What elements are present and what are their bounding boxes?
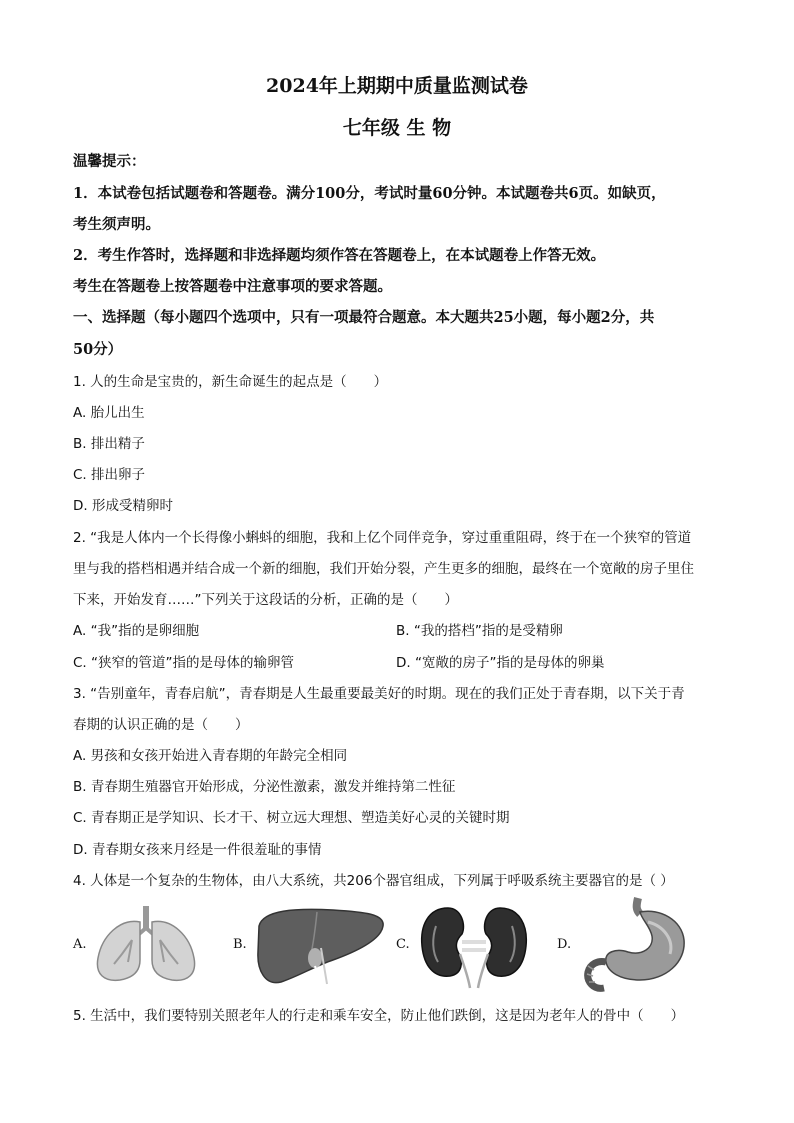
question-4-option-a-label: A.: [73, 937, 87, 952]
exam-title: 2024年上期期中质量监测试卷: [266, 75, 528, 97]
question-3-stem-cont: 春期的认识正确的是（ ）: [73, 717, 249, 733]
question-1-stem: 1. 人的生命是宝贵的，新生命诞生的起点是（ ）: [73, 374, 388, 390]
question-3-option-c: C. 青春期正是学知识、长才干、树立远大理想、塑造美好心灵的关键时期: [73, 810, 510, 826]
question-2-stem-cont-1: 里与我的搭档相遇并结合成一个新的细胞，我们开始分裂，产生更多的细胞，最终在一个宽敞的房子里住: [73, 561, 694, 577]
liver-icon: [255, 904, 387, 992]
question-3-option-a: A. 男孩和女孩开始进入青春期的年龄完全相同: [73, 748, 348, 764]
notice-item-1: 1．本试卷包括试题卷和答题卷。满分100分，考试时量60分钟。本试题卷共6页。如缺页，: [73, 185, 666, 202]
question-5-stem: 5. 生活中，我们要特别关照老年人的行走和乘车安全，防止他们跌倒，这是因为老年人的骨中（ ）: [73, 1008, 685, 1024]
question-3-option-d: D. 青春期女孩来月经是一件很羞耻的事情: [73, 842, 322, 858]
question-1-option-b: B. 排出精子: [73, 436, 145, 452]
notice-heading: 温馨提示：: [73, 153, 146, 170]
question-3-stem: 3. “告别童年，青春启航”，青春期是人生最重要最美好的时期。现在的我们正处于青春期，以下关于青: [73, 686, 685, 702]
question-2-stem: 2. “我是人体内一个长得像小蝌蚪的细胞，我和上亿个同伴竞争，穿过重重阻碍，终于在一个狭窄的管道: [73, 530, 692, 546]
notice-item-2: 2．考生作答时，选择题和非选择题均须作答在答题卷上，在本试题卷上作答无效。: [73, 247, 606, 264]
question-4-stem: 4. 人体是一个复杂的生物体，由八大系统，共206个器官组成，下列属于呼吸系统主要器官的是（ ）: [73, 873, 674, 889]
kidneys-icon: [418, 904, 530, 994]
question-2-option-c: C. “狭窄的管道”指的是母体的输卵管: [73, 655, 294, 671]
question-1-option-a: A. 胎儿出生: [73, 405, 145, 421]
question-4-option-b-label: B.: [233, 937, 247, 952]
question-2-option-a: A. “我”指的是卵细胞: [73, 623, 200, 639]
section-heading: 一、选择题（每小题四个选项中，只有一项最符合题意。本大题共25小题，每小题2分，共: [73, 309, 655, 326]
question-2-option-d: D. “宽敞的房子”指的是母体的卵巢: [396, 655, 605, 671]
question-2-option-b: B. “我的搭档”指的是受精卵: [396, 623, 563, 639]
question-2-stem-cont-2: 下来，开始发育……”下列关于这段话的分析，正确的是（ ）: [73, 592, 458, 608]
lungs-icon: [92, 906, 200, 988]
question-1-option-d: D. 形成受精卵时: [73, 498, 173, 514]
question-4-option-d-label: D.: [557, 937, 572, 952]
notice-item-1-cont: 考生须声明。: [73, 216, 160, 233]
stomach-icon: [578, 896, 690, 996]
exam-subtitle: 七年级 生 物: [342, 117, 452, 139]
question-1-option-c: C. 排出卵子: [73, 467, 146, 483]
notice-item-3: 考生在答题卷上按答题卷中注意事项的要求答题。: [73, 278, 392, 295]
section-heading-cont: 50分）: [73, 341, 123, 358]
question-4-option-c-label: C.: [396, 937, 410, 952]
question-3-option-b: B. 青春期生殖器官开始形成，分泌性激素，激发并维持第二性征: [73, 779, 456, 795]
